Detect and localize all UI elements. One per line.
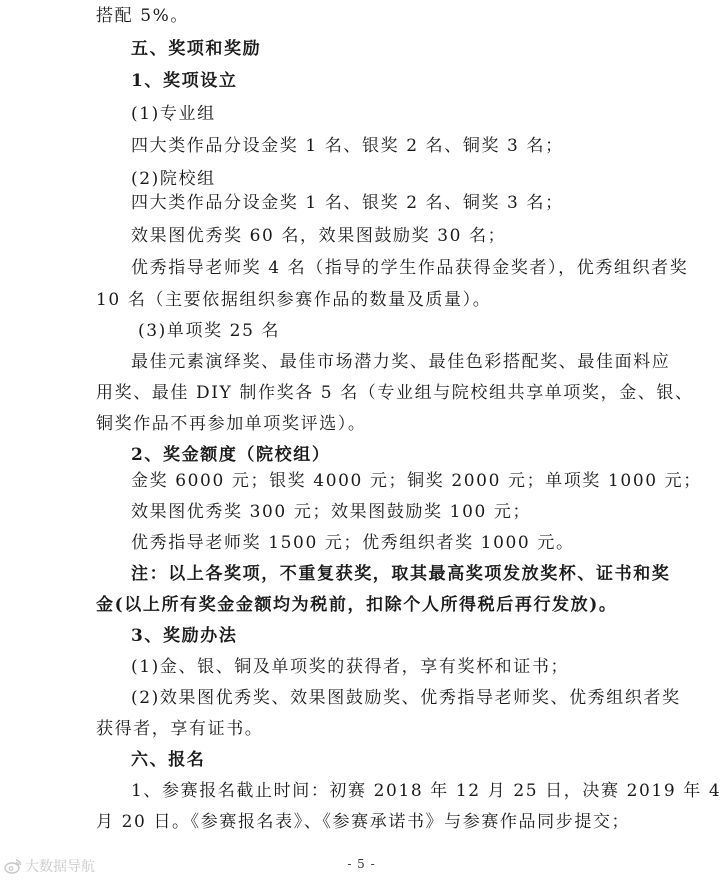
text-line: 搭配 5%。 <box>96 6 189 26</box>
text-line: 最佳元素演绎奖、最佳市场潜力奖、最佳色彩搭配奖、最佳面料应 <box>131 352 671 372</box>
text-line: 优秀指导老师奖 1500 元；优秀组织者奖 1000 元。 <box>131 533 575 553</box>
text-line: 金奖 6000 元；银奖 4000 元；铜奖 2000 元；单项奖 1000 元； <box>131 471 702 491</box>
text-line: 月 20 日。《参赛报名表》、《参赛承诺书》与参赛作品同步提交； <box>96 812 631 832</box>
text-line: 效果图优秀奖 300 元；效果图鼓励奖 100 元； <box>131 502 532 522</box>
watermark-text: 大数据导航 <box>25 859 95 875</box>
note-line: 注：以上各奖项，不重复获奖，取其最高奖项发放奖杯、证书和奖 <box>131 564 671 584</box>
page-number: - 5 - <box>347 857 376 871</box>
text-line: (1)专业组 <box>131 104 216 124</box>
text-line: 铜奖作品不再参加单项奖评选）。 <box>96 414 367 434</box>
subsection-heading: 2、奖金额度（院校组） <box>131 445 331 465</box>
text-line: (2)效果图优秀奖、效果图鼓励奖、优秀指导老师奖、优秀组织者奖 <box>131 688 681 708</box>
note-line: 金(以上所有奖金金额均为税前，扣除个人所得税后再行发放)。 <box>96 595 618 615</box>
section-heading: 六、报名 <box>131 750 206 770</box>
subsection-heading: 1、奖项设立 <box>131 71 238 91</box>
text-line: 优秀指导老师奖 4 名（指导的学生作品获得金奖者），优秀组织者奖 <box>131 258 689 278</box>
text-line: (1)金、银、铜及单项奖的获得者，享有奖杯和证书； <box>131 657 570 677</box>
text-line: 1、参赛报名截止时间：初赛 2018 年 12 月 25 日，决赛 2019 年 4 <box>131 781 722 801</box>
text-line: 用奖、最佳 DIY 制作奖各 5 名（专业组与院校组共享单项奖，金、银、 <box>96 383 694 403</box>
text-line: 10 名（主要依据组织参赛作品的数量及质量）。 <box>96 290 492 310</box>
text-line: (3)单项奖 25 名 <box>138 321 281 341</box>
section-heading: 五、奖项和奖励 <box>131 39 262 59</box>
text-line: 效果图优秀奖 60 名，效果图鼓励奖 30 名； <box>131 226 507 246</box>
text-line: (2)院校组 <box>131 169 216 189</box>
text-line: 四大类作品分设金奖 1 名、银奖 2 名、铜奖 3 名； <box>131 193 564 213</box>
text-line: 四大类作品分设金奖 1 名、银奖 2 名、铜奖 3 名； <box>131 136 564 156</box>
subsection-heading: 3、奖励办法 <box>131 626 238 646</box>
text-line: 获得者，享有证书。 <box>96 719 264 739</box>
